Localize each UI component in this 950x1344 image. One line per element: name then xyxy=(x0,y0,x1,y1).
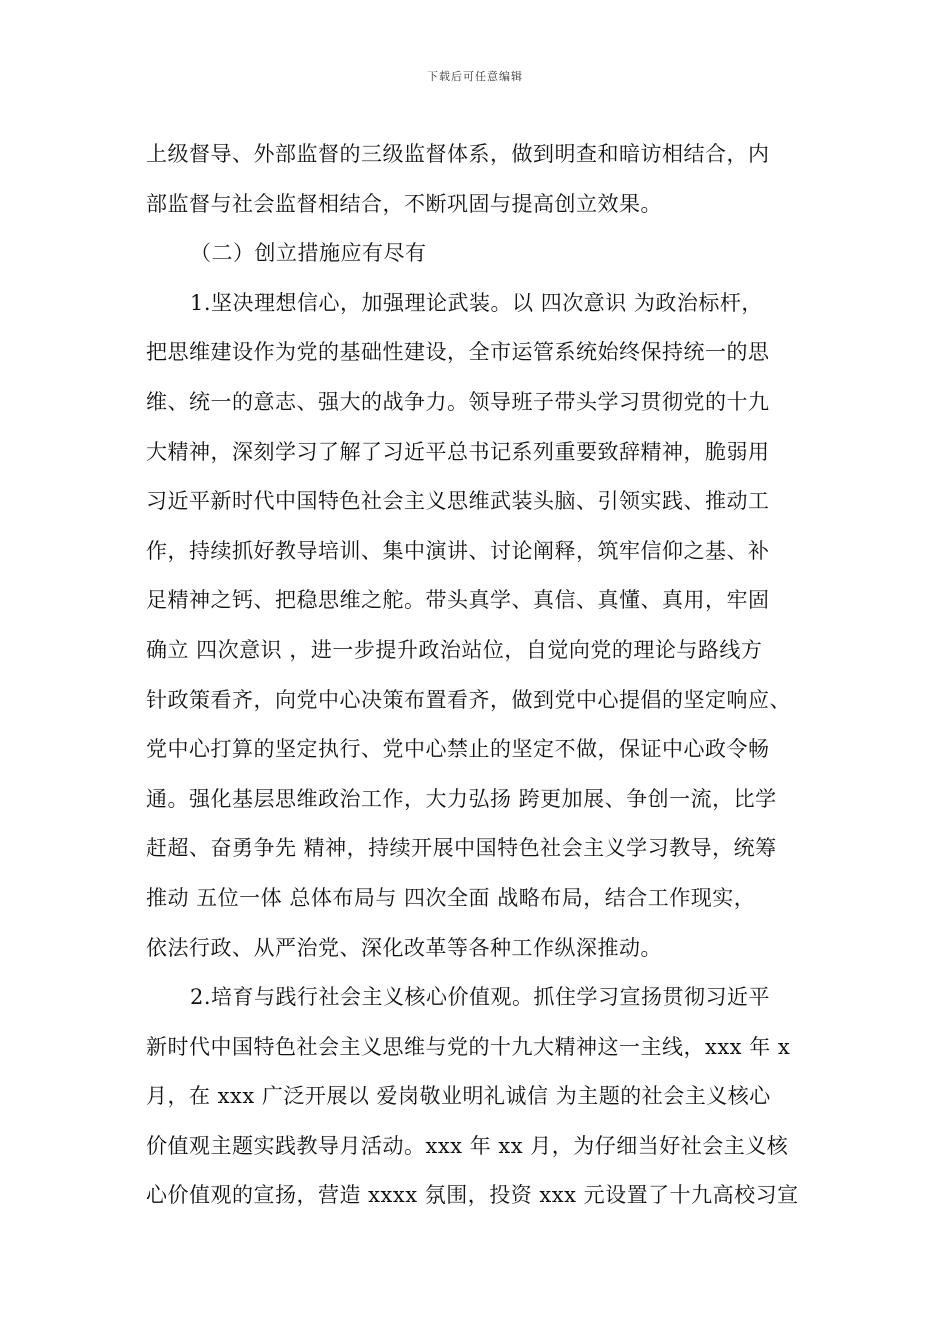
paragraph-start: 2.培育与践行社会主义核心价值观。抓住学习宣扬贯彻习近平 xyxy=(190,985,771,1010)
text-line: 确立 四次意识 ，进一步提升政治站位，自觉向党的理论与路线方 xyxy=(146,637,763,662)
text-line: 新时代中国特色社会主义思维与党的十九大精神这一主线，xxx 年 x xyxy=(146,1034,791,1059)
text-line: 上级督导、外部监督的三级监督体系，做到明查和暗访相结合，内 xyxy=(146,142,770,166)
text-line: 维、统一的意志、强大的战争力。领导班子带头学习贯彻党的十九 xyxy=(146,389,770,414)
text-line: 习近平新时代中国特色社会主义思维武装头脑、引领实践、推动工 xyxy=(146,489,770,514)
text-line: 赶超、奋勇争先 精神，持续开展中国特色社会主义学习教导，统筹 xyxy=(146,836,777,861)
text-line: 推动 五位一体 总体布局与 四次全面 战略布局，结合工作现实， xyxy=(146,885,756,910)
text-line: 把思维建设作为党的基础性建设，全市运管系统始终保持统一的思 xyxy=(146,340,770,365)
document-body xyxy=(146,130,826,1221)
text-line: 通。强化基层思维政治工作，大力弘扬 跨更加展、争创一流，比学 xyxy=(146,786,777,811)
text-line: 部监督与社会监督相结合，不断巩固与提高创立效果。 xyxy=(146,191,662,216)
text-line: 党中心打算的坚定执行、党中心禁止的坚定不做，保证中心政令畅 xyxy=(146,737,770,762)
text-line: 价值观主题实践教导月活动。xxx 年 xx 月，为仔细当好社会主义核 xyxy=(146,1133,789,1158)
section-heading: （二）创立措施应有尽有 xyxy=(190,241,427,266)
text-line: 月，在 xxx 广泛开展以 爱岗敬业明礼诚信 为主题的社会主义核心 xyxy=(146,1084,771,1109)
text-line: 作，持续抓好教导培训、集中演讲、讨论阐释，筑牢信仰之基、补 xyxy=(146,538,770,563)
text-line: 依法行政、从严治党、深化改革等各种工作纵深推动。 xyxy=(146,935,662,960)
paragraph-start: 1.坚决理想信心，加强理论武装。以 四次意识 为政治标杆， xyxy=(190,290,763,315)
text-line: 心价值观的宣扬，营造 xxxx 氛围，投资 xxx 元设置了十九高校习宣 xyxy=(146,1183,799,1208)
text-line: 大精神，深刻学习了解了习近平总书记系列重要致辞精神，脆弱用 xyxy=(146,439,770,464)
text-line: 针政策看齐，向党中心决策布置看齐，做到党中心提倡的坚定响应、 xyxy=(146,687,791,712)
page-header: 下载后可任意编辑 xyxy=(427,70,523,83)
text-line: 足精神之钙、把稳思维之舵。带头真学、真信、真懂、真用，牢固 xyxy=(146,588,770,613)
